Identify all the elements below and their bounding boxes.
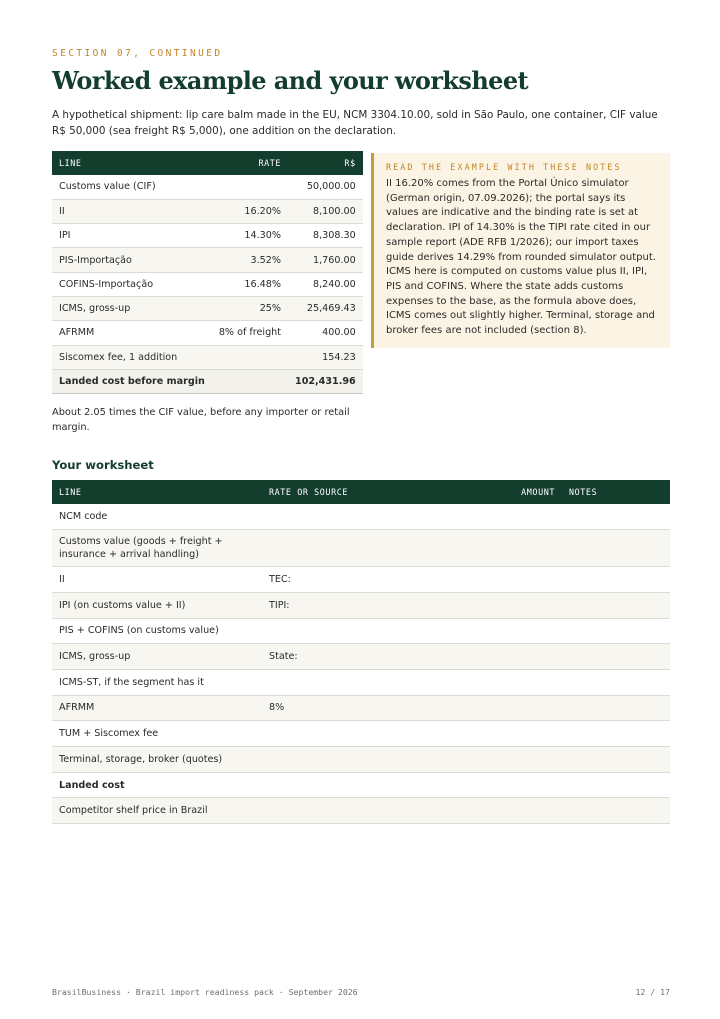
cell-notes[interactable] <box>562 567 670 593</box>
table-row <box>52 248 363 272</box>
cell-rate-source[interactable]: TEC: <box>262 567 480 593</box>
cell-amount[interactable] <box>480 504 562 530</box>
table-row <box>52 530 670 567</box>
cell-amount[interactable] <box>480 798 562 824</box>
table-row <box>52 695 670 721</box>
cell-notes[interactable] <box>562 644 670 670</box>
cell-notes[interactable] <box>562 798 670 824</box>
header-rate: RATE <box>212 151 288 175</box>
cell-rate-source[interactable]: TIPI: <box>262 592 480 618</box>
cell-line: PIS-Importação <box>52 248 212 272</box>
table-row <box>52 199 363 223</box>
cell-notes[interactable] <box>562 669 670 695</box>
cell-amount[interactable] <box>480 644 562 670</box>
cell-amount[interactable] <box>480 669 562 695</box>
cell-line: Customs value (CIF) <box>52 175 212 199</box>
cell-amount[interactable] <box>480 747 562 773</box>
cell-rate-source[interactable] <box>262 721 480 747</box>
worksheet-heading: Your worksheet <box>52 458 154 472</box>
cell-line: PIS + COFINS (on customs value) <box>52 618 262 644</box>
cell-line: ICMS, gross-up <box>52 296 212 320</box>
cell-amount: 102,431.96 <box>288 369 363 393</box>
cell-line: IPI <box>52 224 212 248</box>
cell-line: Landed cost <box>52 772 262 798</box>
table-row <box>52 272 363 296</box>
worksheet-table <box>52 480 670 824</box>
cell-rate-source[interactable]: 8% <box>262 695 480 721</box>
cell-amount[interactable] <box>480 592 562 618</box>
cell-notes[interactable] <box>562 618 670 644</box>
table-row <box>52 175 363 199</box>
cell-line: Landed cost before margin <box>52 369 212 393</box>
table-row <box>52 321 363 345</box>
cell-rate <box>212 175 288 199</box>
cell-line: IPI (on customs value + II) <box>52 592 262 618</box>
cell-rate: 25% <box>212 296 288 320</box>
cell-notes[interactable] <box>562 747 670 773</box>
cell-rate-source[interactable] <box>262 798 480 824</box>
cell-line: II <box>52 199 212 223</box>
cell-amount: 154.23 <box>288 345 363 369</box>
table-row <box>52 592 670 618</box>
cell-notes[interactable] <box>562 772 670 798</box>
cell-rate <box>212 345 288 369</box>
cell-notes[interactable] <box>562 695 670 721</box>
cell-line: Siscomex fee, 1 addition <box>52 345 212 369</box>
cell-line: AFRMM <box>52 321 212 345</box>
cell-amount: 8,308.30 <box>288 224 363 248</box>
cell-rate: 8% of freight <box>212 321 288 345</box>
cell-amount: 25,469.43 <box>288 296 363 320</box>
cell-rate-source[interactable] <box>262 772 480 798</box>
cell-line: Terminal, storage, broker (quotes) <box>52 747 262 773</box>
cell-line: ICMS-ST, if the segment has it <box>52 669 262 695</box>
cell-line: NCM code <box>52 504 262 530</box>
cell-rate: 3.52% <box>212 248 288 272</box>
intro-paragraph: A hypothetical shipment: lip care balm made in the EU, NCM 3304.10.00, sold in São Paulo, one container, CIF value R$ 50,000 (sea freight R$ 5,000), one addition on the declaration. <box>52 109 658 137</box>
header-amount: R$ <box>288 151 363 175</box>
callout-body: II 16.20% comes from the Portal Único simulator (German origin, 07.09.2026); the portal says its values are indicative and the binding rate is set at declaration. IPI of 14.30% is the TIPI rate cited in our sample report (ADE RFB 1/2026); our import taxes guide derives 14.29% from rounded simulator output. ICMS here is computed on customs value plus II, IPI, PIS and COFINS. Where the state adds customs expenses to the base, as the formula above does, ICMS comes out slightly higher. Terminal, storage and broker fees are not included (section 8). <box>386 178 656 337</box>
table-row-total <box>52 369 363 393</box>
cell-rate-source[interactable]: State: <box>262 644 480 670</box>
cell-line: TUM + Siscomex fee <box>52 721 262 747</box>
cell-line: AFRMM <box>52 695 262 721</box>
cell-notes[interactable] <box>562 592 670 618</box>
table-row <box>52 721 670 747</box>
header-line: LINE <box>52 480 262 504</box>
table-row <box>52 644 670 670</box>
table-row <box>52 618 670 644</box>
worksheet-table-header <box>52 480 670 504</box>
cell-rate <box>212 369 288 393</box>
table-row <box>52 747 670 773</box>
cell-notes[interactable] <box>562 504 670 530</box>
cell-rate-source[interactable] <box>262 669 480 695</box>
example-table-header <box>52 151 363 175</box>
cell-amount[interactable] <box>480 772 562 798</box>
table-row <box>52 345 363 369</box>
cell-rate-source[interactable] <box>262 530 480 567</box>
table-row <box>52 798 670 824</box>
cell-amount[interactable] <box>480 721 562 747</box>
cell-rate: 14.30% <box>212 224 288 248</box>
cell-notes[interactable] <box>562 721 670 747</box>
example-table <box>52 151 363 394</box>
header-amount: AMOUNT <box>480 480 562 504</box>
cell-amount: 50,000.00 <box>288 175 363 199</box>
table-row-total <box>52 772 670 798</box>
example-note: About 2.05 times the CIF value, before any importer or retail margin. <box>52 407 350 433</box>
cell-line: Competitor shelf price in Brazil <box>52 798 262 824</box>
table-row <box>52 504 670 530</box>
footer-publication: BrasilBusiness · Brazil import readiness pack · September 2026 <box>52 987 358 997</box>
cell-line: II <box>52 567 262 593</box>
notes-callout <box>371 153 670 348</box>
cell-rate: 16.48% <box>212 272 288 296</box>
table-row <box>52 224 363 248</box>
header-notes: NOTES <box>562 480 670 504</box>
cell-amount: 8,100.00 <box>288 199 363 223</box>
cell-amount: 400.00 <box>288 321 363 345</box>
cell-line: ICMS, gross-up <box>52 644 262 670</box>
cell-rate-source[interactable] <box>262 618 480 644</box>
header-rate-source: RATE OR SOURCE <box>262 480 480 504</box>
cell-amount[interactable] <box>480 567 562 593</box>
table-row <box>52 567 670 593</box>
cell-amount: 1,760.00 <box>288 248 363 272</box>
cell-rate-source[interactable] <box>262 504 480 530</box>
cell-amount[interactable] <box>480 695 562 721</box>
cell-notes[interactable] <box>562 530 670 567</box>
section-label: SECTION 07, CONTINUED <box>52 48 223 59</box>
header-line: LINE <box>52 151 212 175</box>
table-row <box>52 296 363 320</box>
cell-amount[interactable] <box>480 530 562 567</box>
cell-rate: 16.20% <box>212 199 288 223</box>
cell-rate-source[interactable] <box>262 747 480 773</box>
cell-amount[interactable] <box>480 618 562 644</box>
footer-page-number: 12 / 17 <box>635 987 670 997</box>
cell-line: COFINS-Importação <box>52 272 212 296</box>
callout-heading: READ THE EXAMPLE WITH THESE NOTES <box>386 162 622 172</box>
table-row <box>52 669 670 695</box>
cell-line: Customs value (goods + freight + insurance + arrival handling) <box>52 530 262 567</box>
page-title: Worked example and your worksheet <box>52 66 528 95</box>
cell-amount: 8,240.00 <box>288 272 363 296</box>
